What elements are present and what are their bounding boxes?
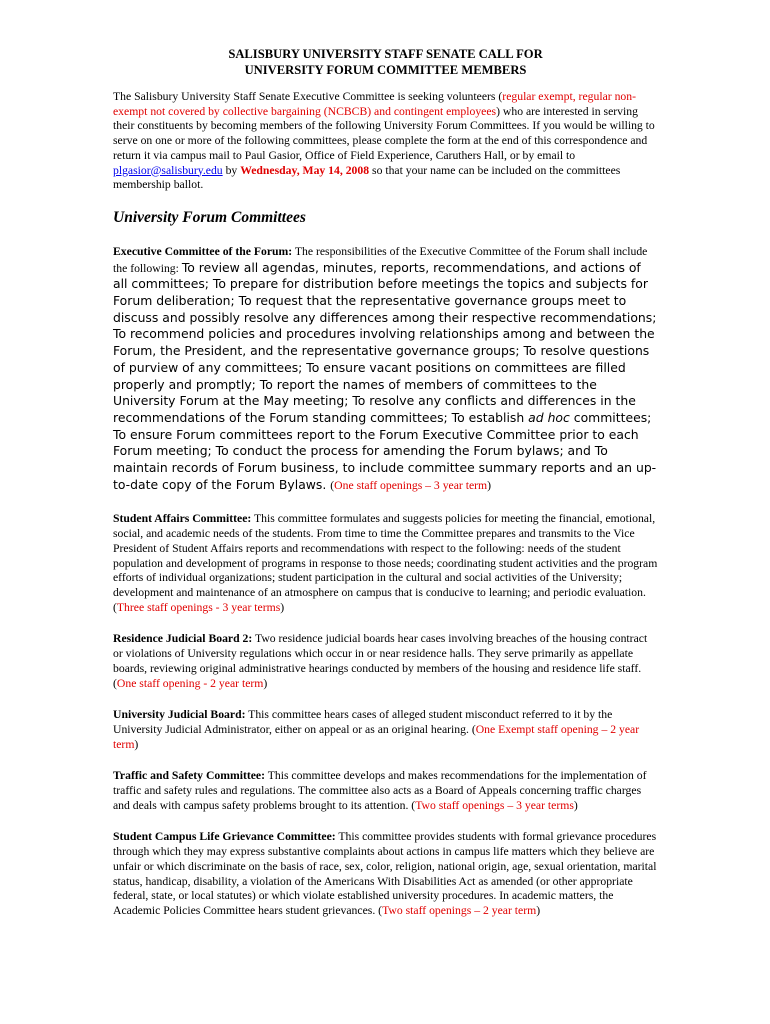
executive-committee-section: Executive Committee of the Forum: The responsibilities of the Executive Committee of the Forum shall include the following: To review all agendas, minutes, reports, recommendations, and actions of all committees; To prepare for distribution before meetings the topics and subjects for Forum deliberation; To request that the representative governance groups meet to discuss and possibly resolve any differences among their respective recommendations; To recommend policies and procedures involving relationships among and between the Forum, the President, and the representative governance groups; To resolve questions of purview of any committees; To ensure vacant positions on committees are filled properly and promptly; To report the names of members of committees to the University Forum at the May meeting; To resolve any conflicts and differences in the recommendations of the Forum standing committees; To establish ad hoc committees; To ensure Forum committees report to the Forum Executive Committee prior to each Forum meeting; To conduct the process for amending the Forum bylaws; and To maintain records of Forum business, to include committee summary reports and an up-to-date copy of the Forum Bylaws. (One staff openings – 3 year term) [113, 244, 657, 492]
intro-paragraph: The Salisbury University Staff Senate Executive Committee is seeking volunteers (regular exempt, regular non-exempt not covered by collective bargaining (NCBCB) and contingent employees) who are interested in serving their constituents by becoming members of the following University Forum Committees. If you would be willing to serve on one or more of the following committees, please complete the form at the end of this correspondence and return it via campus mail to Paul Gasior, Office of Field Experience, Caruthers Hall, or by email to plgasior@salisbury.edu by Wednesday, May 14, 2008 so that your name can be included on the committees membership ballot. [113, 90, 655, 192]
section-heading: University Forum Committees [113, 208, 306, 226]
committee-name: Executive Committee of the Forum: [113, 244, 293, 258]
committee-name: Student Campus Life Grievance Committee: [113, 830, 336, 844]
grievance-section: Student Campus Life Grievance Committee: This committee provides students with formal grievance procedures through which they may express substantive complaints about actions in campus life matters which they believe are unfair or which discriminate on the basis of race, sex, color, religion, national origin, age, sexual orientation, marital status, handicap, disability, a violation of the Americans With Disabilities Act as amended (or other appropriate federal, state, or local statutes) or which violate established university procedures. In academic matters, the Academic Policies Committee hears student grievances. (Two staff openings – 2 year term) [113, 830, 657, 917]
residence-judicial-section: Residence Judicial Board 2: Two residence judicial boards hear cases involving breaches of the housing contract or violations of University regulations which occur in or near residence halls. They serve primarily as appellate boards, reviewing original administrative hearings conducted by members of the housing and residence life staff. (One staff opening - 2 year term) [113, 632, 648, 690]
university-judicial-section: University Judicial Board: This committee hears cases of alleged student misconduct referred to it by the University Judicial Administrator, either on appeal or as an original hearing. (One Exempt staff opening – 2 year term) [113, 708, 640, 751]
openings-note: One Exempt staff opening – 2 year term [113, 722, 640, 751]
document-title [113, 46, 658, 78]
eligibility-note: regular exempt, regular non-exempt not covered by collective bargaining (NCBCB) and contingent employees [113, 90, 636, 118]
email-link[interactable]: plgasior@salisbury.edu [113, 163, 223, 177]
openings-note: Two staff openings – 3 year terms [415, 798, 574, 812]
title-line-1: SALISBURY UNIVERSITY STAFF SENATE CALL FOR [228, 47, 543, 61]
openings-note: Three staff openings - 3 year terms [116, 600, 281, 614]
title-line-2: UNIVERSITY FORUM COMMITTEE MEMBERS [244, 63, 527, 77]
committee-name: University Judicial Board: [113, 708, 246, 722]
openings-note: One staff opening - 2 year term [116, 676, 264, 690]
traffic-safety-section: Traffic and Safety Committee: This committee develops and makes recommendations for the implementation of traffic and safety rules and regulations. The committee also acts as a Board of Appeals concerning traffic charges and deals with campus safety problems brought to its attention. (Two staff openings – 3 year terms) [113, 769, 647, 812]
openings-note: Two staff openings – 2 year term [382, 903, 537, 917]
deadline-date: Wednesday, May 14, 2008 [240, 163, 370, 177]
committee-name: Residence Judicial Board 2: [113, 632, 253, 646]
committee-name: Student Affairs Committee: [113, 512, 252, 526]
student-affairs-section: Student Affairs Committee: This committee formulates and suggests policies for meeting the financial, emotional, social, and academic needs of the students. From time to time the Committee prepares and transmits to the Vice President of Student Affairs reports and recommendations with respect to the following: needs of the student population and development of programs in response to those needs; coordinating student activities and the program efforts of individual organizations; student participation in the cultural and social activities of the University; development and maintenance of an atmosphere on campus that is conducive to learning; and periodic evaluation. (Three staff openings - 3 year terms) [113, 512, 658, 614]
openings-note: One staff openings – 3 year term [334, 478, 488, 492]
document-page [113, 46, 658, 936]
executive-duties: To review all agendas, minutes, reports, recommendations, and actions of all committees; To prepare for distribution before meetings the topics and subjects for Forum deliberation; To request that the representative governance groups meet to discuss and possibly resolve any differences among their respective recommendations; To recommend policies and procedures involving relationships among and between the Forum, the President, and the representative governance groups; To resolve questions of purview of any committees; To ensure vacant positions on committees are filled properly and promptly; To report the names of members of committees to the University Forum at the May meeting; To resolve any conflicts and differences in the recommendations of the Forum standing committees; To establish ad hoc committees; To ensure Forum committees report to the Forum Executive Committee prior to each Forum meeting; To conduct the process for amending the Forum bylaws; and To maintain records of Forum business, to include committee summary reports and an up-to-date copy of the Forum Bylaws. [113, 259, 657, 492]
committee-name: Traffic and Safety Committee: [113, 769, 265, 783]
